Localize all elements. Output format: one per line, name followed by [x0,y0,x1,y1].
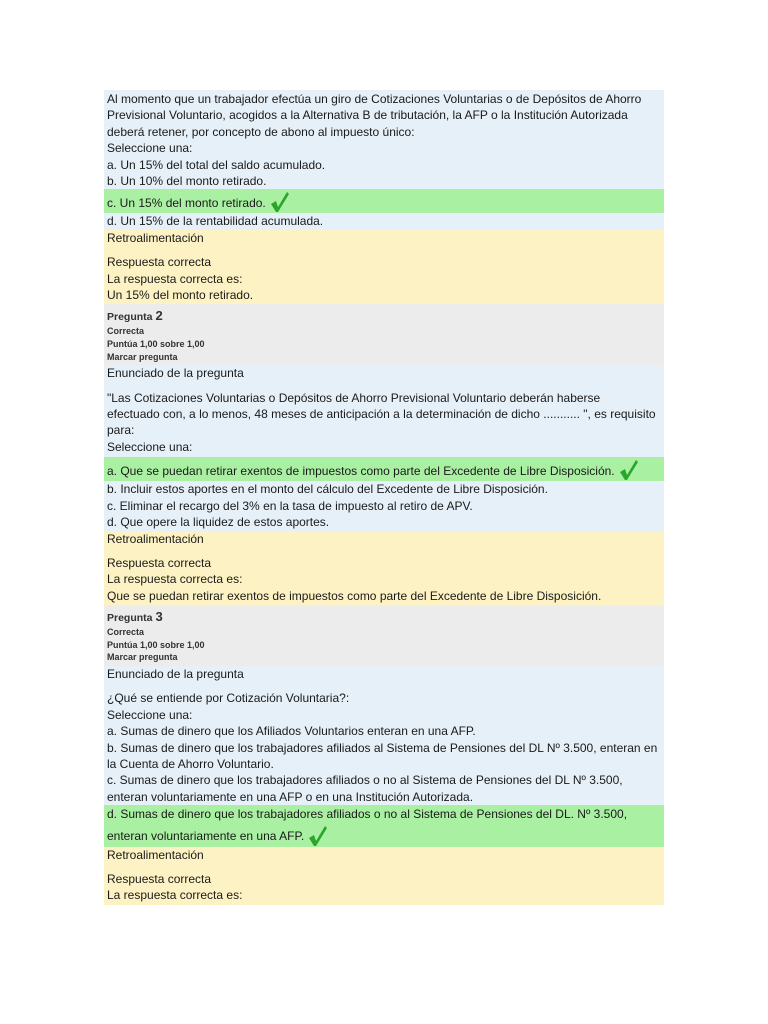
answer-option-c[interactable]: c. Eliminar el recargo del 3% en la tasa de impuesto al retiro de APV. [107,498,473,513]
answer-option-d-selected[interactable] [104,805,664,846]
answer-option-b[interactable]: b. Un 10% del monto retirado. [107,174,267,189]
question-2-statement [104,365,664,457]
question-text-line: deberá retener, por concepto de abono al impuesto único: [107,124,415,139]
feedback-title: Retroalimentación [107,531,204,546]
question-text-line: Previsional Voluntario, acogidos a la Alternativa B de tributación, la AFP o la Institución Autorizada [107,108,628,123]
feedback-panel [104,230,664,305]
question-state: Correcta [107,326,145,337]
feedback-title: Retroalimentación [107,230,204,245]
correct-answer-label: La respuesta correcta es: [107,572,243,587]
statement-label: Enunciado de la pregunta [107,666,244,681]
question-text-line: Al momento que un trabajador efectúa un giro de Cotizaciones Voluntarias o de Depósitos de Ahorro [107,92,642,106]
check-icon [308,825,328,847]
feedback-status: Respuesta correcta [107,555,212,570]
question-number [107,308,661,325]
flag-question-link[interactable]: Marcar pregunta [107,652,178,663]
question-3-info [104,605,664,666]
correct-answer: Que se puedan retirar exentos de impuestos como parte del Excedente de Libre Disposición. [107,588,602,603]
question-3-statement [104,666,664,805]
question-state: Correcta [107,627,145,638]
select-label: Seleccione una: [107,707,193,722]
feedback-title: Retroalimentación [107,847,204,862]
question-text-line: efectuado con, a lo menos, 48 meses de anticipación a la determinación de dicho ........... ", es requisito [107,407,656,422]
quiz-review [104,90,664,905]
answer-option-label: enteran voluntariamente en una AFP. [107,829,305,844]
question-word: Pregunta [107,311,153,324]
feedback-status: Respuesta correcta [107,871,212,886]
question-text-line: para: [107,423,135,438]
answer-option-b[interactable]: b. Incluir estos aportes en el monto del cálculo del Excedente de Libre Disposición. [107,482,548,497]
answer-option-a-selected[interactable] [104,457,664,481]
question-score: Puntúa 1,00 sobre 1,00 [107,639,205,650]
answer-option-label: a. Que se puedan retirar exentos de impuestos como parte del Excedente de Libre Disposición. [107,463,615,478]
check-icon [270,191,290,213]
question-2-info [104,304,664,365]
flag-question-link[interactable]: Marcar pregunta [107,351,178,362]
answer-option-b[interactable]: b. Sumas de dinero que los trabajadores afiliados al Sistema de Pensiones del DL Nº 3.500, enteran en la Cuenta de Ahorro Voluntario. [107,740,658,771]
answer-option-c-selected[interactable] [104,189,664,213]
question-text-line: ¿Qué se entiende por Cotización Voluntaria?: [107,691,350,706]
question-num: 3 [155,609,163,625]
feedback-panel [104,531,664,606]
question-score: Puntúa 1,00 sobre 1,00 [107,339,205,350]
correct-answer-label: La respuesta correcta es: [107,888,243,903]
question-num: 2 [155,308,163,324]
question-number [107,609,661,626]
answer-option-a[interactable]: a. Un 15% del total del saldo acumulado. [107,157,326,172]
answer-option-c[interactable]: c. Sumas de dinero que los trabajadores afiliados o no al Sistema de Pensiones del DL Nº 3.500, enteran voluntariamente en una AFP o en una Institución Autorizada. [107,773,623,804]
answer-option-d-row [104,213,664,229]
statement-label: Enunciado de la pregunta [107,366,244,381]
feedback-panel [104,847,664,905]
question-1-statement [104,90,664,189]
check-icon [619,459,639,481]
answer-option-a[interactable]: a. Sumas de dinero que los Afiliados Voluntarios enteran en una AFP. [107,724,476,739]
correct-answer-label: La respuesta correcta es: [107,271,243,286]
question-text-line: "Las Cotizaciones Voluntarias o Depósitos de Ahorro Previsional Voluntario deberán haberse [107,390,601,405]
correct-answer: Un 15% del monto retirado. [107,288,254,303]
question-word: Pregunta [107,612,153,625]
answer-option-d[interactable]: d. Que opere la liquidez de estos aportes. [107,515,330,530]
select-label: Seleccione una: [107,141,193,156]
answer-option-label: d. Sumas de dinero que los trabajadores afiliados o no al Sistema de Pensiones del DL. Nº 3.500, [107,807,628,822]
answer-option-label: c. Un 15% del monto retirado. [107,196,266,211]
select-label: Seleccione una: [107,439,193,454]
answer-option-d[interactable]: d. Un 15% de la rentabilidad acumulada. [107,214,324,229]
question-2-options [104,481,664,530]
feedback-status: Respuesta correcta [107,255,212,270]
